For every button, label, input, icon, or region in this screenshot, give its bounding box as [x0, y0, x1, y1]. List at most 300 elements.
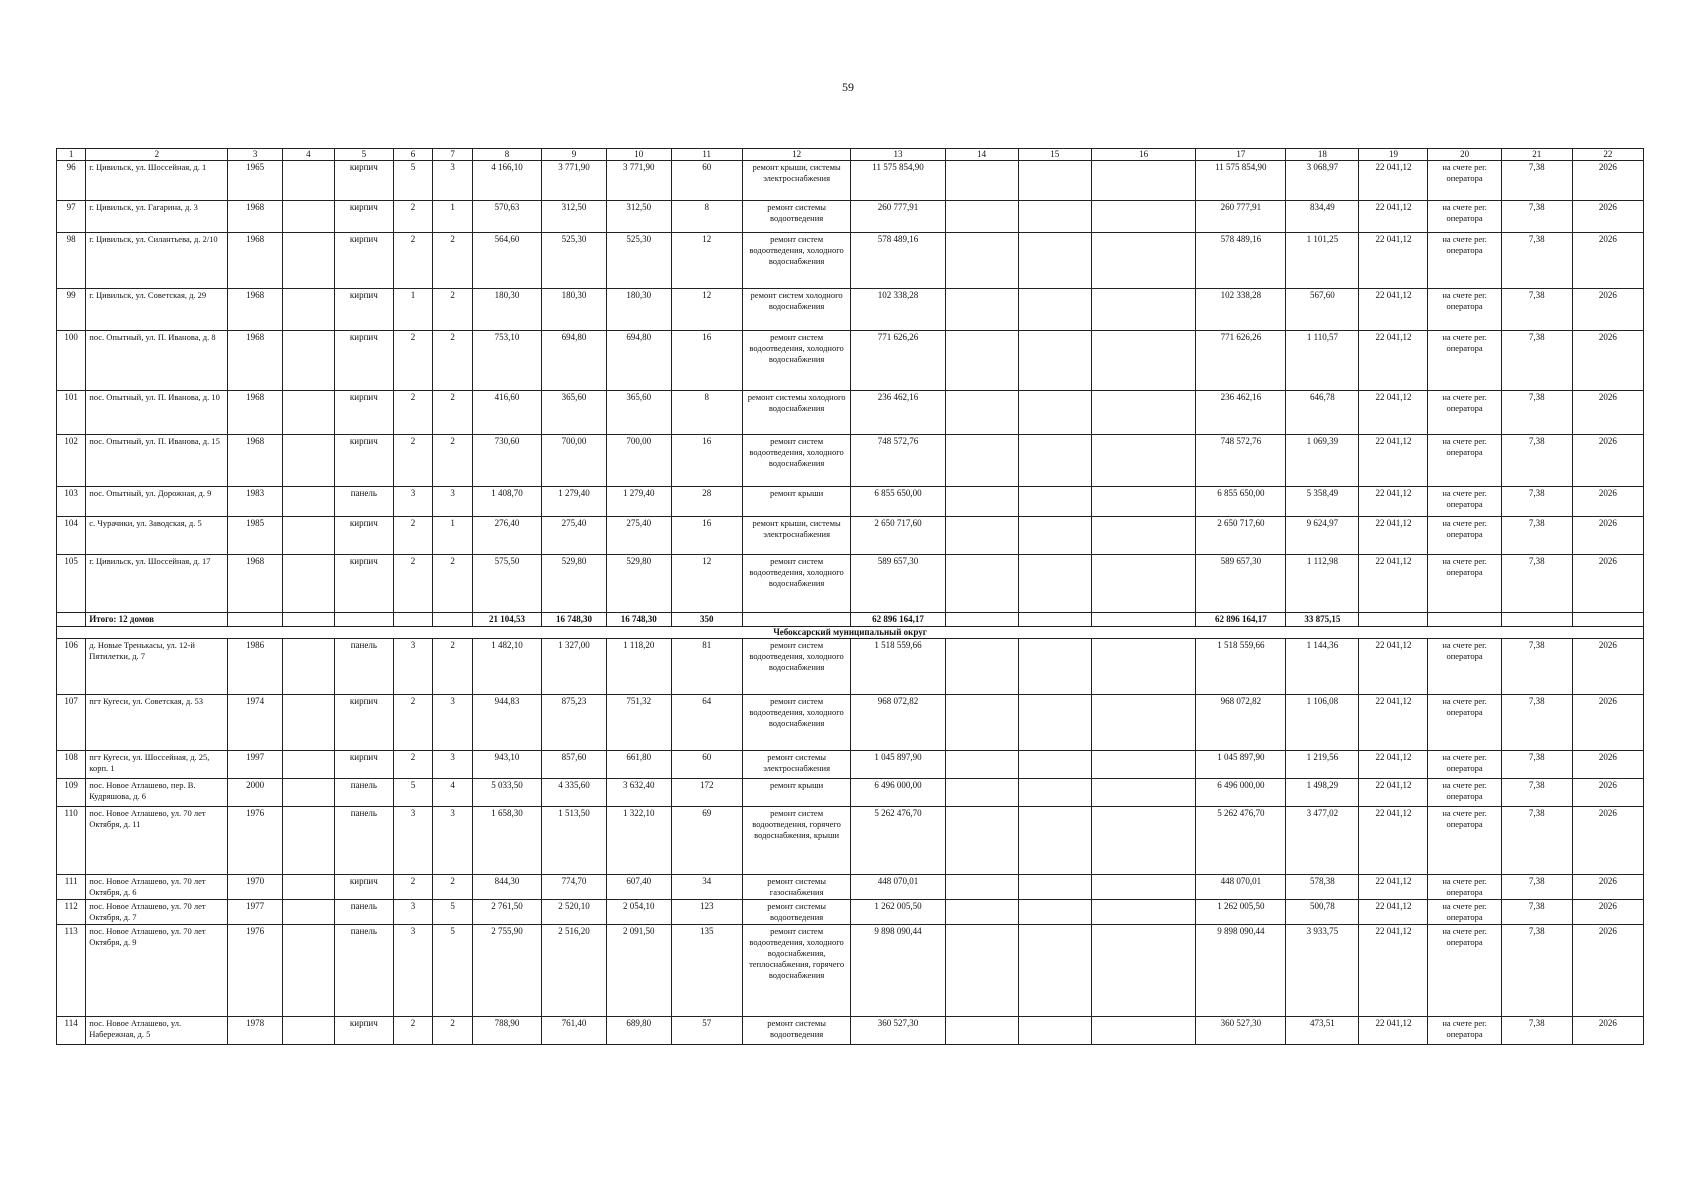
owner-funds-cell: 236 462,16 [1196, 391, 1286, 435]
table-row [57, 555, 1644, 613]
premises-area-cell: 1 327,00 [542, 639, 607, 695]
empty-cell [945, 875, 1018, 900]
table-row [57, 875, 1644, 900]
completion-year-cell: 2026 [1572, 807, 1643, 875]
cost-cell: 11 575 854,90 [851, 161, 945, 201]
completion-year-cell: 2026 [1572, 695, 1643, 751]
empty-cell [1501, 613, 1572, 627]
year-cell: 1978 [228, 1017, 282, 1045]
residents-cell: 16 [671, 435, 742, 487]
rate-cell: 7,38 [1501, 435, 1572, 487]
empty-cell [945, 331, 1018, 391]
empty-cell [282, 391, 334, 435]
table-row [57, 1017, 1644, 1045]
table-row [57, 639, 1644, 695]
column-number: 12 [742, 149, 851, 161]
empty-cell [282, 900, 334, 925]
empty-cell [1018, 925, 1091, 1017]
empty-cell [1018, 201, 1091, 233]
cost-cell: 102 338,28 [851, 289, 945, 331]
section-row [57, 627, 1644, 639]
total-area-cell: 944,83 [473, 695, 542, 751]
residential-area-sum: 16 748,30 [606, 613, 671, 627]
column-number: 2 [86, 149, 228, 161]
owner-funds-cell: 260 777,91 [1196, 201, 1286, 233]
residential-area-cell: 1 279,40 [606, 487, 671, 517]
limit-cost-cell: 22 041,12 [1359, 1017, 1428, 1045]
empty-cell [433, 613, 473, 627]
floors-cell: 5 [393, 779, 433, 807]
empty-cell [282, 1017, 334, 1045]
year-cell: 1974 [228, 695, 282, 751]
empty-cell [1018, 751, 1091, 779]
address-cell: г. Цивильск, ул. Гагарина, д. 3 [86, 201, 228, 233]
work-type-cell: ремонт крыши [742, 487, 851, 517]
row-number: 100 [57, 331, 86, 391]
residents-cell: 12 [671, 233, 742, 289]
residential-area-cell: 180,30 [606, 289, 671, 331]
year-cell: 1976 [228, 807, 282, 875]
owner-funds-cell: 5 262 476,70 [1196, 807, 1286, 875]
floors-cell: 2 [393, 201, 433, 233]
cost-cell: 2 650 717,60 [851, 517, 945, 555]
premises-area-cell: 1 513,50 [542, 807, 607, 875]
completion-year-cell: 2026 [1572, 517, 1643, 555]
material-cell: кирпич [335, 875, 394, 900]
fund-method-cell: на счете рег. оператора [1428, 900, 1501, 925]
owner-funds-cell: 1 518 559,66 [1196, 639, 1286, 695]
column-number: 17 [1196, 149, 1286, 161]
cost-cell: 236 462,16 [851, 391, 945, 435]
completion-year-cell: 2026 [1572, 555, 1643, 613]
empty-cell [282, 555, 334, 613]
address-cell: пос. Новое Атлашево, ул. 70 лет Октября, д. 11 [86, 807, 228, 875]
fund-method-cell: на счете рег. оператора [1428, 807, 1501, 875]
empty-cell [945, 751, 1018, 779]
residents-cell: 8 [671, 201, 742, 233]
floors-cell: 2 [393, 517, 433, 555]
empty-cell [282, 613, 334, 627]
address-cell: пос. Опытный, ул. П. Иванова, д. 8 [86, 331, 228, 391]
fund-method-cell: на счете рег. оператора [1428, 289, 1501, 331]
work-type-cell: ремонт систем водоотведения, холодного водоснабжения, теплоснабжения, горячего водоснабжения [742, 925, 851, 1017]
column-number: 11 [671, 149, 742, 161]
rate-cell: 7,38 [1501, 925, 1572, 1017]
address-cell: г. Цивильск, ул. Шоссейная, д. 1 [86, 161, 228, 201]
fund-method-cell: на счете рег. оператора [1428, 751, 1501, 779]
unit-cost-cell: 1 144,36 [1286, 639, 1359, 695]
completion-year-cell: 2026 [1572, 233, 1643, 289]
residents-cell: 12 [671, 555, 742, 613]
residents-cell: 81 [671, 639, 742, 695]
completion-year-cell: 2026 [1572, 289, 1643, 331]
rate-cell: 7,38 [1501, 807, 1572, 875]
completion-year-cell: 2026 [1572, 875, 1643, 900]
unit-cost-cell: 1 101,25 [1286, 233, 1359, 289]
limit-cost-cell: 22 041,12 [1359, 331, 1428, 391]
residential-area-cell: 751,32 [606, 695, 671, 751]
empty-cell [945, 201, 1018, 233]
rate-cell: 7,38 [1501, 289, 1572, 331]
year-cell: 2000 [228, 779, 282, 807]
empty-cell [945, 517, 1018, 555]
fund-method-cell: на счете рег. оператора [1428, 435, 1501, 487]
rate-cell: 7,38 [1501, 487, 1572, 517]
empty-cell [1091, 875, 1196, 900]
year-cell: 1970 [228, 875, 282, 900]
address-cell: д. Новые Тренькасы, ул. 12-й Пятилетки, д. 7 [86, 639, 228, 695]
owner-funds-cell: 578 489,16 [1196, 233, 1286, 289]
work-type-cell: ремонт систем водоотведения, холодного водоснабжения [742, 695, 851, 751]
material-cell: панель [335, 807, 394, 875]
total-area-cell: 276,40 [473, 517, 542, 555]
work-type-cell: ремонт системы водоотведения [742, 201, 851, 233]
entrances-cell: 2 [433, 435, 473, 487]
rate-cell: 7,38 [1501, 751, 1572, 779]
empty-cell [945, 807, 1018, 875]
residents-cell: 172 [671, 779, 742, 807]
material-cell: кирпич [335, 391, 394, 435]
empty-cell [1018, 233, 1091, 289]
empty-cell [282, 435, 334, 487]
work-type-cell: ремонт систем водоотведения, холодного водоснабжения [742, 435, 851, 487]
material-cell: кирпич [335, 161, 394, 201]
work-type-cell: ремонт систем водоотведения, холодного водоснабжения [742, 331, 851, 391]
table-row [57, 695, 1644, 751]
residents-cell: 8 [671, 391, 742, 435]
entrances-cell: 3 [433, 695, 473, 751]
work-type-cell: ремонт систем холодного водоснабжения [742, 289, 851, 331]
premises-area-cell: 312,50 [542, 201, 607, 233]
floors-cell: 5 [393, 161, 433, 201]
table-row [57, 900, 1644, 925]
fund-method-cell: на счете рег. оператора [1428, 1017, 1501, 1045]
entrances-cell: 2 [433, 391, 473, 435]
empty-cell [1018, 695, 1091, 751]
limit-cost-cell: 22 041,12 [1359, 289, 1428, 331]
premises-area-cell: 761,40 [542, 1017, 607, 1045]
year-cell: 1968 [228, 233, 282, 289]
empty-cell [282, 201, 334, 233]
floors-cell: 2 [393, 1017, 433, 1045]
completion-year-cell: 2026 [1572, 779, 1643, 807]
owner-funds-cell: 968 072,82 [1196, 695, 1286, 751]
empty-cell [742, 613, 851, 627]
total-area-cell: 1 482,10 [473, 639, 542, 695]
entrances-cell: 5 [433, 900, 473, 925]
capital-repair-table [56, 148, 1644, 1045]
total-area-cell: 730,60 [473, 435, 542, 487]
fund-method-cell: на счете рег. оператора [1428, 161, 1501, 201]
column-number: 21 [1501, 149, 1572, 161]
address-cell: пос. Новое Атлашево, ул. 70 лет Октября, д. 6 [86, 875, 228, 900]
cost-cell: 1 045 897,90 [851, 751, 945, 779]
residents-cell: 69 [671, 807, 742, 875]
column-number: 14 [945, 149, 1018, 161]
floors-cell: 3 [393, 900, 433, 925]
owner-funds-cell: 6 496 000,00 [1196, 779, 1286, 807]
fund-method-cell: на счете рег. оператора [1428, 487, 1501, 517]
material-cell: панель [335, 779, 394, 807]
empty-cell [1359, 613, 1428, 627]
section-title: Чебоксарский муниципальный округ [57, 627, 1644, 639]
residential-area-cell: 694,80 [606, 331, 671, 391]
rate-cell: 7,38 [1501, 161, 1572, 201]
table-row [57, 331, 1644, 391]
entrances-cell: 2 [433, 555, 473, 613]
row-number: 110 [57, 807, 86, 875]
total-area-cell: 753,10 [473, 331, 542, 391]
empty-cell [282, 331, 334, 391]
empty-cell [1018, 331, 1091, 391]
row-number: 109 [57, 779, 86, 807]
unit-cost-cell: 3 068,97 [1286, 161, 1359, 201]
rate-cell: 7,38 [1501, 233, 1572, 289]
empty-cell [228, 613, 282, 627]
unit-cost-cell: 1 106,08 [1286, 695, 1359, 751]
limit-cost-cell: 22 041,12 [1359, 201, 1428, 233]
empty-cell [1091, 925, 1196, 1017]
empty-cell [282, 875, 334, 900]
fund-method-cell: на счете рег. оператора [1428, 875, 1501, 900]
total-area-sum: 21 104,53 [473, 613, 542, 627]
empty-cell [1018, 487, 1091, 517]
fund-method-cell: на счете рег. оператора [1428, 639, 1501, 695]
row-number: 102 [57, 435, 86, 487]
empty-cell [1091, 695, 1196, 751]
entrances-cell: 3 [433, 807, 473, 875]
empty-cell [282, 289, 334, 331]
year-cell: 1997 [228, 751, 282, 779]
floors-cell: 3 [393, 639, 433, 695]
residents-cell: 12 [671, 289, 742, 331]
total-area-cell: 575,50 [473, 555, 542, 613]
owner-funds-cell: 2 650 717,60 [1196, 517, 1286, 555]
row-number: 107 [57, 695, 86, 751]
premises-area-cell: 365,60 [542, 391, 607, 435]
column-number: 20 [1428, 149, 1501, 161]
cost-cell: 260 777,91 [851, 201, 945, 233]
floors-cell: 2 [393, 233, 433, 289]
column-number: 7 [433, 149, 473, 161]
row-number: 103 [57, 487, 86, 517]
column-number: 8 [473, 149, 542, 161]
table-row [57, 925, 1644, 1017]
column-number: 4 [282, 149, 334, 161]
owner-funds-cell: 748 572,76 [1196, 435, 1286, 487]
owner-funds-cell: 9 898 090,44 [1196, 925, 1286, 1017]
material-cell: панель [335, 487, 394, 517]
completion-year-cell: 2026 [1572, 331, 1643, 391]
entrances-cell: 2 [433, 289, 473, 331]
total-area-cell: 2 755,90 [473, 925, 542, 1017]
year-cell: 1968 [228, 391, 282, 435]
cost-cell: 748 572,76 [851, 435, 945, 487]
fund-method-cell: на счете рег. оператора [1428, 555, 1501, 613]
material-cell: панель [335, 900, 394, 925]
total-area-cell: 1 658,30 [473, 807, 542, 875]
residential-area-cell: 661,80 [606, 751, 671, 779]
work-type-cell: ремонт систем водоотведения, холодного водоснабжения [742, 639, 851, 695]
work-type-cell: ремонт системы газоснабжения [742, 875, 851, 900]
rate-cell: 7,38 [1501, 555, 1572, 613]
premises-area-cell: 4 335,60 [542, 779, 607, 807]
unit-cost-cell: 646,78 [1286, 391, 1359, 435]
premises-area-cell: 180,30 [542, 289, 607, 331]
residents-cell: 123 [671, 900, 742, 925]
column-number: 9 [542, 149, 607, 161]
completion-year-cell: 2026 [1572, 201, 1643, 233]
residents-cell: 64 [671, 695, 742, 751]
row-number: 101 [57, 391, 86, 435]
unit-cost-cell: 1 219,56 [1286, 751, 1359, 779]
residential-area-cell: 365,60 [606, 391, 671, 435]
material-cell: панель [335, 639, 394, 695]
owner-funds-cell: 1 262 005,50 [1196, 900, 1286, 925]
residents-cell: 16 [671, 517, 742, 555]
address-cell: пгт Кугеси, ул. Советская, д. 53 [86, 695, 228, 751]
empty-cell [1091, 391, 1196, 435]
material-cell: кирпич [335, 555, 394, 613]
unit-cost-sum: 33 875,15 [1286, 613, 1359, 627]
completion-year-cell: 2026 [1572, 391, 1643, 435]
residential-area-cell: 1 322,10 [606, 807, 671, 875]
cost-cell: 1 518 559,66 [851, 639, 945, 695]
fund-method-cell: на счете рег. оператора [1428, 779, 1501, 807]
completion-year-cell: 2026 [1572, 435, 1643, 487]
cost-cell: 771 626,26 [851, 331, 945, 391]
empty-cell [1018, 613, 1091, 627]
unit-cost-cell: 3 933,75 [1286, 925, 1359, 1017]
table-row [57, 517, 1644, 555]
limit-cost-cell: 22 041,12 [1359, 435, 1428, 487]
address-cell: пос. Опытный, ул. П. Иванова, д. 10 [86, 391, 228, 435]
empty-cell [282, 925, 334, 1017]
limit-cost-cell: 22 041,12 [1359, 751, 1428, 779]
empty-cell [1091, 751, 1196, 779]
row-number: 96 [57, 161, 86, 201]
residential-area-cell: 607,40 [606, 875, 671, 900]
empty-cell [1018, 435, 1091, 487]
rate-cell: 7,38 [1501, 695, 1572, 751]
unit-cost-cell: 5 358,49 [1286, 487, 1359, 517]
table-row [57, 807, 1644, 875]
column-number: 13 [851, 149, 945, 161]
premises-area-cell: 694,80 [542, 331, 607, 391]
page-number: 59 [842, 80, 854, 94]
empty-cell [1018, 779, 1091, 807]
unit-cost-cell: 1 110,57 [1286, 331, 1359, 391]
total-area-cell: 788,90 [473, 1017, 542, 1045]
material-cell: панель [335, 925, 394, 1017]
limit-cost-cell: 22 041,12 [1359, 391, 1428, 435]
table-row [57, 161, 1644, 201]
limit-cost-cell: 22 041,12 [1359, 517, 1428, 555]
empty-cell [1091, 517, 1196, 555]
limit-cost-cell: 22 041,12 [1359, 779, 1428, 807]
empty-cell [1091, 779, 1196, 807]
empty-cell [282, 517, 334, 555]
unit-cost-cell: 1 498,29 [1286, 779, 1359, 807]
cost-cell: 9 898 090,44 [851, 925, 945, 1017]
cost-cell: 578 489,16 [851, 233, 945, 289]
material-cell: кирпич [335, 695, 394, 751]
residential-area-cell: 3 632,40 [606, 779, 671, 807]
empty-cell [1018, 900, 1091, 925]
row-number: 104 [57, 517, 86, 555]
empty-cell [282, 639, 334, 695]
premises-area-sum: 16 748,30 [542, 613, 607, 627]
total-area-cell: 564,60 [473, 233, 542, 289]
entrances-cell: 3 [433, 751, 473, 779]
column-number: 18 [1286, 149, 1359, 161]
floors-cell: 1 [393, 289, 433, 331]
address-cell: г. Цивильск, ул. Шоссейная, д. 17 [86, 555, 228, 613]
premises-area-cell: 774,70 [542, 875, 607, 900]
row-number: 108 [57, 751, 86, 779]
residents-cell: 135 [671, 925, 742, 1017]
rate-cell: 7,38 [1501, 1017, 1572, 1045]
material-cell: кирпич [335, 331, 394, 391]
year-cell: 1976 [228, 925, 282, 1017]
total-area-cell: 844,30 [473, 875, 542, 900]
total-area-cell: 570,63 [473, 201, 542, 233]
empty-cell [282, 751, 334, 779]
fund-method-cell: на счете рег. оператора [1428, 391, 1501, 435]
limit-cost-cell: 22 041,12 [1359, 925, 1428, 1017]
empty-cell [1091, 233, 1196, 289]
owner-funds-cell: 102 338,28 [1196, 289, 1286, 331]
residential-area-cell: 3 771,90 [606, 161, 671, 201]
fund-method-cell: на счете рег. оператора [1428, 695, 1501, 751]
premises-area-cell: 857,60 [542, 751, 607, 779]
floors-cell: 3 [393, 807, 433, 875]
empty-cell [1091, 487, 1196, 517]
residential-area-cell: 312,50 [606, 201, 671, 233]
completion-year-cell: 2026 [1572, 161, 1643, 201]
residential-area-cell: 525,30 [606, 233, 671, 289]
floors-cell: 2 [393, 391, 433, 435]
empty-cell [1091, 613, 1196, 627]
completion-year-cell: 2026 [1572, 900, 1643, 925]
limit-cost-cell: 22 041,12 [1359, 900, 1428, 925]
empty-cell [945, 779, 1018, 807]
empty-cell [1091, 555, 1196, 613]
rate-cell: 7,38 [1501, 875, 1572, 900]
completion-year-cell: 2026 [1572, 1017, 1643, 1045]
limit-cost-cell: 22 041,12 [1359, 161, 1428, 201]
entrances-cell: 2 [433, 875, 473, 900]
residential-area-cell: 689,80 [606, 1017, 671, 1045]
premises-area-cell: 2 520,10 [542, 900, 607, 925]
unit-cost-cell: 1 112,98 [1286, 555, 1359, 613]
residents-cell: 34 [671, 875, 742, 900]
entrances-cell: 5 [433, 925, 473, 1017]
empty-cell [282, 779, 334, 807]
row-number: 99 [57, 289, 86, 331]
work-type-cell: ремонт системы водоотведения [742, 1017, 851, 1045]
address-cell: пос. Новое Атлашево, ул. Набережная, д. 5 [86, 1017, 228, 1045]
table-row [57, 289, 1644, 331]
year-cell: 1983 [228, 487, 282, 517]
premises-area-cell: 2 516,20 [542, 925, 607, 1017]
row-number: 113 [57, 925, 86, 1017]
empty-cell [1091, 161, 1196, 201]
address-cell: г. Цивильск, ул. Силантьева, д. 2/10 [86, 233, 228, 289]
address-cell: пгт Кугеси, ул. Шоссейная, д. 25, корп. 1 [86, 751, 228, 779]
work-type-cell: ремонт системы водоотведения [742, 900, 851, 925]
material-cell: кирпич [335, 201, 394, 233]
